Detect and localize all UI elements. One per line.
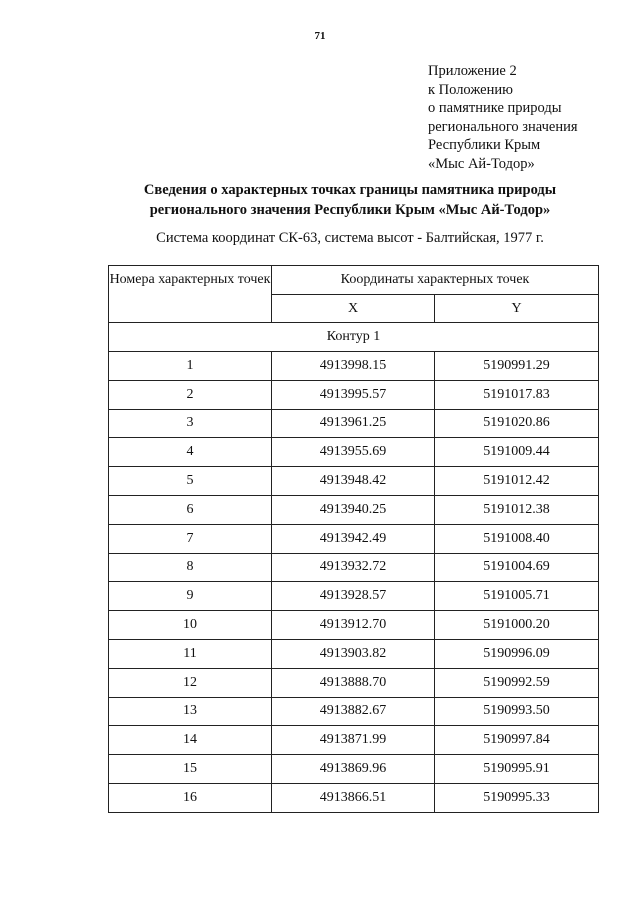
appendix-line: к Положению xyxy=(428,81,513,98)
x-coordinate-cell: 4913955.69 xyxy=(272,438,435,467)
x-coordinate-cell: 4913882.67 xyxy=(272,697,435,726)
point-number-cell: 9 xyxy=(109,582,272,611)
y-coordinate-cell: 5191008.40 xyxy=(435,524,599,553)
document-title-line: регионального значения Республики Крым «Мыс Ай-Тодор» xyxy=(149,202,551,218)
x-coordinate-cell: 4913932.72 xyxy=(272,553,435,582)
x-coordinate-cell: 4913998.15 xyxy=(272,352,435,381)
coordinates-table xyxy=(108,265,599,813)
point-number-cell: 15 xyxy=(109,755,272,784)
y-coordinate-cell: 5190997.84 xyxy=(435,726,599,755)
table-row xyxy=(109,467,599,496)
table-row xyxy=(109,582,599,611)
x-coordinate-cell: 4913940.25 xyxy=(272,495,435,524)
table-row xyxy=(109,409,599,438)
table-row xyxy=(109,495,599,524)
x-coordinate-cell: 4913871.99 xyxy=(272,726,435,755)
point-number-cell: 6 xyxy=(109,495,272,524)
y-coordinate-cell: 5190996.09 xyxy=(435,639,599,668)
x-coordinate-cell: 4913942.49 xyxy=(272,524,435,553)
y-coordinate-cell: 5190993.50 xyxy=(435,697,599,726)
point-number-cell: 12 xyxy=(109,668,272,697)
document-title-line: Сведения о характерных точках границы памятника природы xyxy=(143,182,557,198)
page-number: 71 xyxy=(314,30,326,42)
appendix-line: Республики Крым xyxy=(428,137,541,154)
point-number-cell: 11 xyxy=(109,639,272,668)
y-coordinate-cell: 5190992.59 xyxy=(435,668,599,697)
y-coordinate-cell: 5191020.86 xyxy=(435,409,599,438)
header-x: X xyxy=(272,295,435,323)
x-coordinate-cell: 4913912.70 xyxy=(272,611,435,640)
point-number-cell: 2 xyxy=(109,380,272,409)
y-coordinate-cell: 5191012.42 xyxy=(435,467,599,496)
table-row xyxy=(109,783,599,812)
point-number-cell: 16 xyxy=(109,783,272,812)
point-number-cell: 14 xyxy=(109,726,272,755)
contour-row xyxy=(109,323,599,352)
table-row xyxy=(109,668,599,697)
appendix-line: о памятнике природы xyxy=(428,100,562,117)
table-row xyxy=(109,755,599,784)
x-coordinate-cell: 4913961.25 xyxy=(272,409,435,438)
table-row xyxy=(109,697,599,726)
header-row xyxy=(109,266,599,295)
y-coordinate-cell: 5191000.20 xyxy=(435,611,599,640)
x-coordinate-cell: 4913866.51 xyxy=(272,783,435,812)
point-number-cell: 13 xyxy=(109,697,272,726)
y-coordinate-cell: 5191009.44 xyxy=(435,438,599,467)
y-coordinate-cell: 5191005.71 xyxy=(435,582,599,611)
x-coordinate-cell: 4913995.57 xyxy=(272,380,435,409)
appendix-block xyxy=(428,62,578,174)
point-number-cell: 5 xyxy=(109,467,272,496)
table-row xyxy=(109,611,599,640)
appendix-line: «Мыс Ай-Тодор» xyxy=(428,155,535,172)
x-coordinate-cell: 4913869.96 xyxy=(272,755,435,784)
y-coordinate-cell: 5190995.33 xyxy=(435,783,599,812)
point-number-cell: 8 xyxy=(109,553,272,582)
point-number-cell: 7 xyxy=(109,524,272,553)
header-coordinates: Координаты характерных точек xyxy=(272,266,599,295)
table-row xyxy=(109,524,599,553)
table-row xyxy=(109,438,599,467)
x-coordinate-cell: 4913888.70 xyxy=(272,668,435,697)
y-coordinate-cell: 5191017.83 xyxy=(435,380,599,409)
coordinate-system-note: Система координат СК-63, система высот - Балтийская, 1977 г. xyxy=(156,230,544,246)
point-number-cell: 10 xyxy=(109,611,272,640)
table-row xyxy=(109,639,599,668)
header-point-numbers: Номера характерных точек xyxy=(109,266,272,323)
point-number-cell: 3 xyxy=(109,409,272,438)
y-coordinate-cell: 5191012.38 xyxy=(435,495,599,524)
table-row xyxy=(109,380,599,409)
table-header xyxy=(109,266,599,323)
y-coordinate-cell: 5191004.69 xyxy=(435,553,599,582)
x-coordinate-cell: 4913948.42 xyxy=(272,467,435,496)
appendix-line: Приложение 2 xyxy=(428,63,517,79)
point-number-cell: 1 xyxy=(109,352,272,381)
y-coordinate-cell: 5190991.29 xyxy=(435,352,599,381)
table-body xyxy=(109,323,599,813)
x-coordinate-cell: 4913903.82 xyxy=(272,639,435,668)
point-number-cell: 4 xyxy=(109,438,272,467)
contour-label: Контур 1 xyxy=(109,323,599,352)
appendix-line: регионального значения xyxy=(428,118,578,135)
y-coordinate-cell: 5190995.91 xyxy=(435,755,599,784)
table-row xyxy=(109,352,599,381)
x-coordinate-cell: 4913928.57 xyxy=(272,582,435,611)
table-row xyxy=(109,553,599,582)
header-y: Y xyxy=(435,295,599,323)
document-title xyxy=(0,180,640,220)
table-row xyxy=(109,726,599,755)
